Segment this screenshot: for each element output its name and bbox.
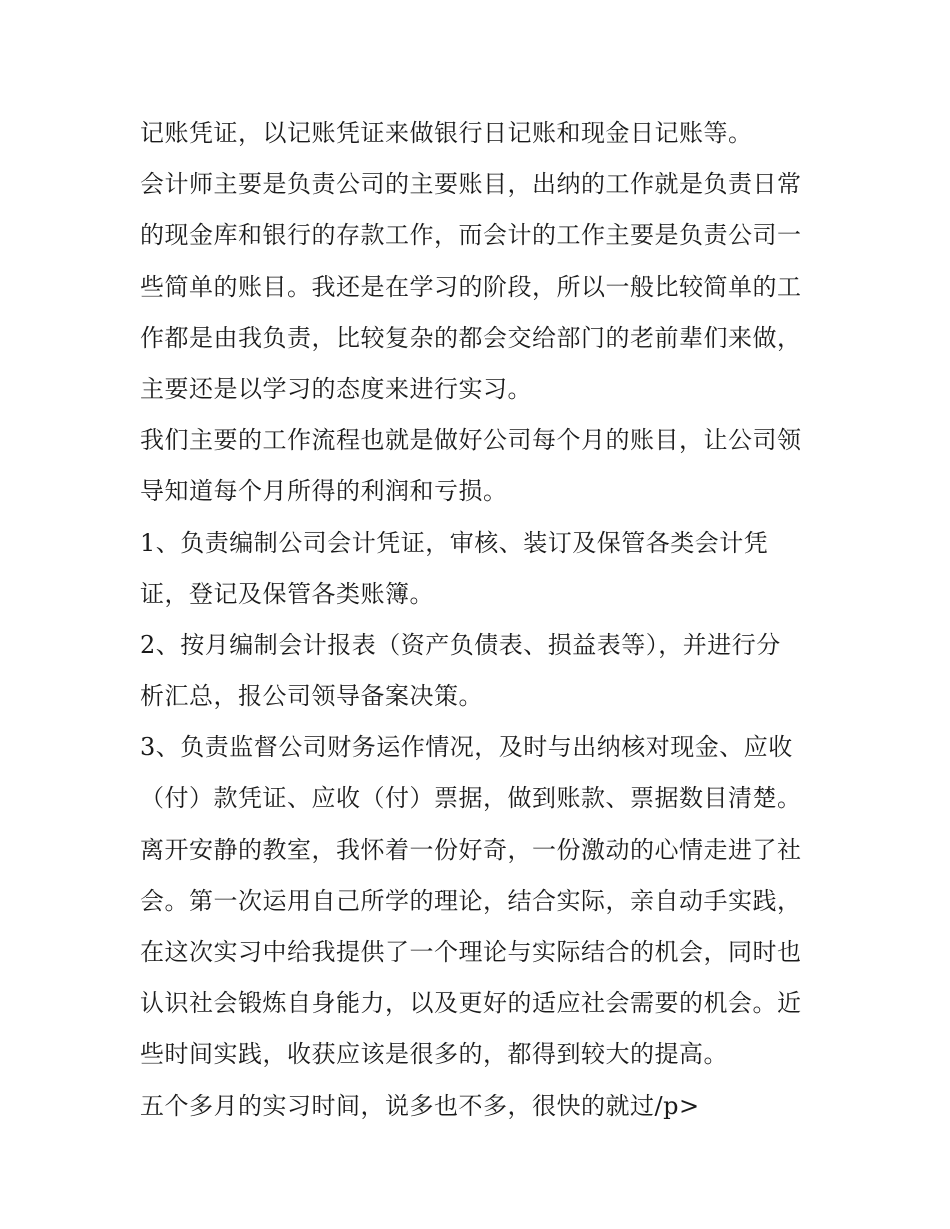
text-line: 记账凭证，以记账凭证来做银行日记账和现金日记账等。: [140, 119, 753, 147]
text-line: 会计师主要是负责公司的主要账目，出纳的工作就是负责日常: [140, 170, 802, 199]
text-line: 作都是由我负责，比较复杂的都会交给部门的老前辈们来做，: [140, 323, 802, 352]
text-line: 会。第一次运用自己所学的理论，结合实际，亲自动手实践，: [140, 886, 802, 915]
text-line: 些时间实践，收获应该是很多的，都得到较大的提高。: [140, 1040, 728, 1069]
text-line: 些简单的账目。我还是在学习的阶段，所以一般比较简单的工: [140, 272, 802, 301]
text-line: 2、按月编制会计报表（资产负债表、损益表等），并进行分: [140, 630, 781, 659]
text-line: 五个多月的实习时间，说多也不多，很快的就过/p>: [140, 1091, 700, 1120]
text-line: 的现金库和银行的存款工作，而会计的工作主要是负责公司一: [140, 221, 802, 250]
text-line: （付）款凭证、应收（付）票据，做到账款、票据数目清楚。: [140, 784, 802, 813]
text-line: 3、负责监督公司财务运作情况，及时与出纳核对现金、应收: [140, 733, 793, 762]
text-line: 证，登记及保管各类账簿。: [140, 579, 434, 608]
text-line: 导知道每个月所得的利润和亏损。: [140, 477, 508, 506]
text-line: 离开安静的教室，我怀着一份好奇，一份激动的心情走进了社: [140, 835, 802, 864]
text-line: 认识社会锻炼自身能力，以及更好的适应社会需要的机会。近: [140, 989, 802, 1018]
document-body: [140, 108, 820, 1132]
text-line: 在这次实习中给我提供了一个理论与实际结合的机会，同时也: [140, 938, 802, 966]
text-line: 1、负责编制公司会计凭证，审核、装订及保管各类会计凭: [140, 528, 769, 557]
text-line: 我们主要的工作流程也就是做好公司每个月的账目，让公司领: [140, 426, 802, 455]
text-line: 主要还是以学习的态度来进行实习。: [140, 374, 532, 403]
text-line: 析汇总，报公司领导备案决策。: [140, 682, 483, 711]
